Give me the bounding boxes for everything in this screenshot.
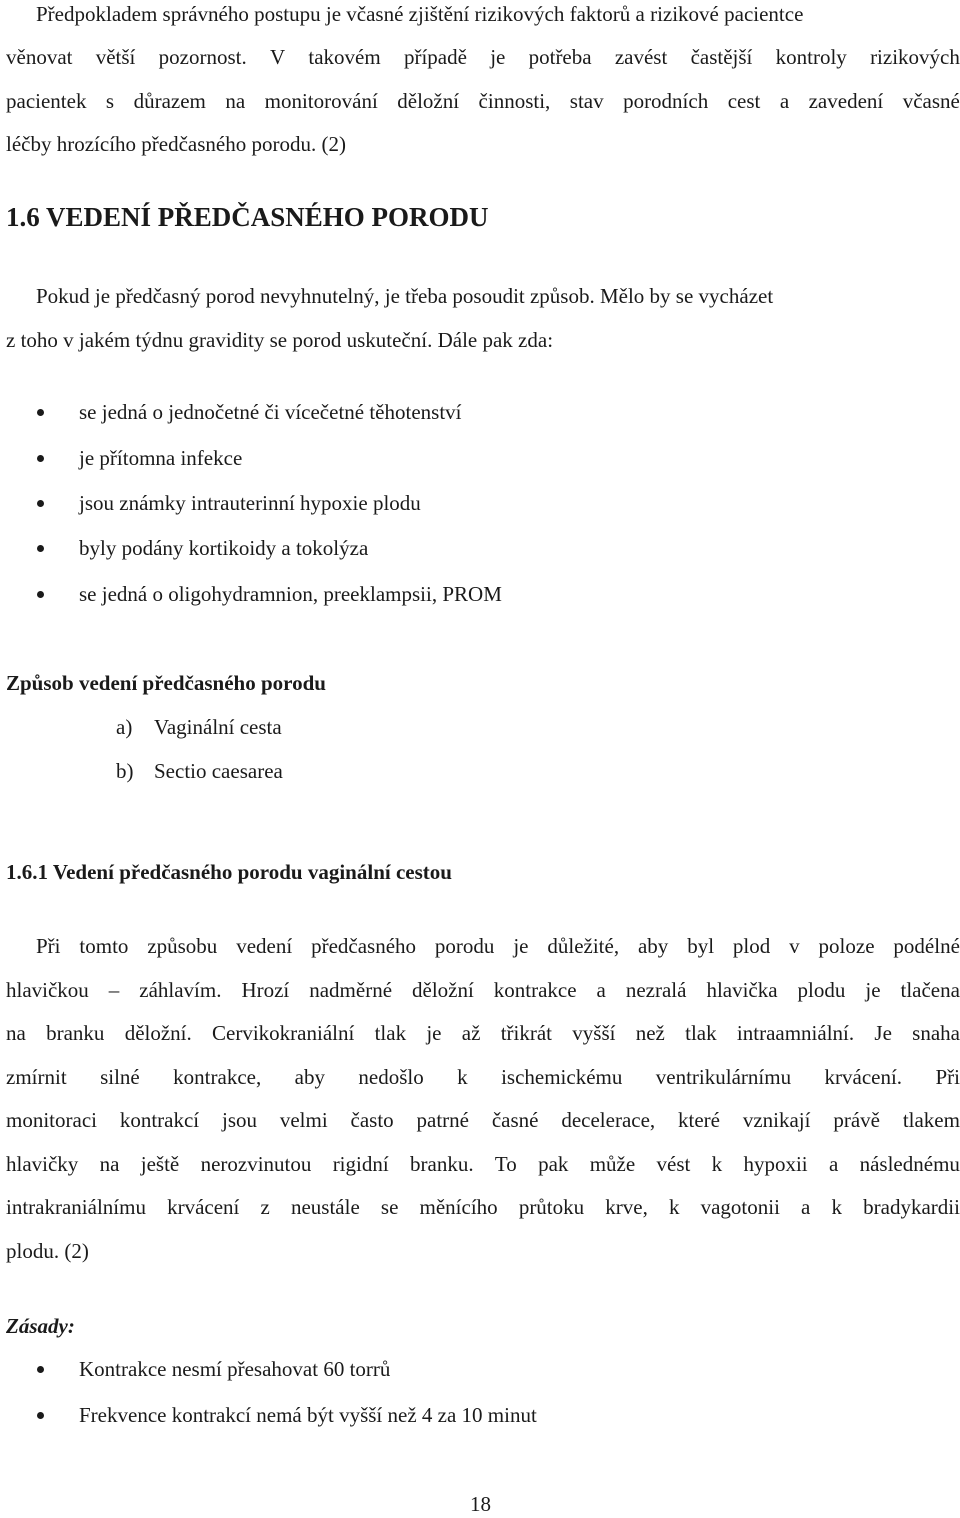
word: – bbox=[108, 978, 120, 1002]
method-text: Vaginální cesta bbox=[154, 715, 282, 739]
word: decelerace, bbox=[561, 1108, 656, 1132]
principle-item: Frekvence kontrakcí nemá být vyšší než 4 za 10 minut bbox=[79, 1403, 537, 1427]
word: porodu bbox=[434, 934, 495, 958]
word: děložní bbox=[397, 89, 460, 113]
intro-line-2 bbox=[6, 43, 960, 71]
word: následnému bbox=[859, 1152, 960, 1176]
word: případě bbox=[403, 45, 467, 69]
section-heading: 1.6 VEDENÍ PŘEDČASNÉHO PORODU bbox=[6, 202, 489, 232]
word: na bbox=[225, 89, 246, 113]
intro-line-1: Předpokladem správného postupu je včasné zjištění rizikových faktorů a rizikové pacientce bbox=[36, 2, 804, 26]
principle-item: Kontrakce nesmí přesahovat 60 torrů bbox=[79, 1357, 391, 1381]
section-paragraph-line-1: Pokud je předčasný porod nevyhnutelný, je třeba posoudit způsob. Mělo by se vycházet bbox=[36, 284, 774, 308]
bullet-icon bbox=[37, 591, 44, 598]
word: kontroly bbox=[775, 45, 847, 69]
word: tomto bbox=[79, 934, 129, 958]
word: potřeba bbox=[528, 45, 592, 69]
word: nerozvinutou bbox=[200, 1152, 312, 1176]
word: průtoku bbox=[518, 1195, 585, 1219]
word: aby bbox=[637, 934, 669, 958]
word: hlavičky bbox=[6, 1152, 79, 1176]
subsection-paragraph-line-7 bbox=[6, 1193, 960, 1221]
subsection-paragraph-line-6 bbox=[6, 1150, 960, 1178]
word: často bbox=[350, 1108, 394, 1132]
word: nezralá bbox=[625, 978, 687, 1002]
word: kontrakce, bbox=[173, 1065, 262, 1089]
word: bradykardii bbox=[863, 1195, 960, 1219]
bullet-item: je přítomna infekce bbox=[79, 446, 243, 470]
word: a bbox=[801, 1195, 811, 1219]
word: plodu bbox=[797, 978, 846, 1002]
bullet-icon bbox=[37, 545, 44, 552]
section-paragraph-line-2: z toho v jakém týdnu gravidity se porod uskuteční. Dále pak zda: bbox=[6, 328, 554, 352]
word: k bbox=[711, 1152, 723, 1176]
word: třikrát bbox=[500, 1021, 552, 1045]
word: plod bbox=[732, 934, 771, 958]
word: branku bbox=[46, 1021, 105, 1045]
word: vyšší bbox=[572, 1021, 616, 1045]
word: nedošlo bbox=[358, 1065, 424, 1089]
word: hlavičkou bbox=[6, 978, 89, 1002]
word: důrazem bbox=[133, 89, 206, 113]
word: činnosti, bbox=[478, 89, 551, 113]
word: neustále bbox=[290, 1195, 360, 1219]
word: z bbox=[260, 1195, 270, 1219]
word: je bbox=[865, 978, 881, 1002]
word: je bbox=[426, 1021, 442, 1045]
word: s bbox=[105, 89, 115, 113]
word: ještě bbox=[140, 1152, 180, 1176]
word: patrné bbox=[416, 1108, 469, 1132]
bullet-icon bbox=[37, 500, 44, 507]
word: Je bbox=[874, 1021, 892, 1045]
word: na bbox=[99, 1152, 120, 1176]
word: zmírnit bbox=[6, 1065, 67, 1089]
word: a bbox=[828, 1152, 839, 1176]
word: k bbox=[457, 1065, 468, 1089]
word: na bbox=[6, 1021, 26, 1045]
subsection-paragraph-line-3 bbox=[6, 1019, 960, 1047]
word: hlavička bbox=[706, 978, 778, 1002]
principles-heading: Zásady: bbox=[6, 1314, 75, 1338]
word: aby bbox=[294, 1065, 325, 1089]
word: byl bbox=[687, 934, 715, 958]
bullet-icon bbox=[37, 1412, 44, 1419]
word: nadměrné bbox=[309, 978, 393, 1002]
word: krvácení bbox=[167, 1195, 240, 1219]
bullet-item: jsou známky intrauterinní hypoxie plodu bbox=[79, 491, 421, 515]
word: stav bbox=[569, 89, 604, 113]
word: poloze bbox=[818, 934, 875, 958]
word: pacientek bbox=[6, 89, 87, 113]
word: Cervikokraniální bbox=[212, 1021, 355, 1045]
bullet-icon bbox=[37, 409, 44, 416]
word: tlakem bbox=[902, 1108, 960, 1132]
word: silné bbox=[100, 1065, 140, 1089]
word: velmi bbox=[279, 1108, 328, 1132]
bullet-icon bbox=[37, 455, 44, 462]
bullet-icon bbox=[37, 1366, 44, 1373]
word: je bbox=[490, 45, 506, 69]
word: ischemickému bbox=[501, 1065, 623, 1089]
word: děložní bbox=[412, 978, 474, 1002]
word: snaha bbox=[912, 1021, 960, 1045]
page-number: 18 bbox=[470, 1492, 491, 1516]
word: větší bbox=[95, 45, 136, 69]
word: zavedení bbox=[808, 89, 884, 113]
word: až bbox=[461, 1021, 481, 1045]
word: Při bbox=[935, 1065, 960, 1089]
word: ventrikulárnímu bbox=[655, 1065, 792, 1089]
word: tlačena bbox=[900, 978, 960, 1002]
word: branku. bbox=[410, 1152, 474, 1176]
word: vést bbox=[656, 1152, 691, 1176]
word: pak bbox=[538, 1152, 569, 1176]
intro-line-4: léčby hrozícího předčasného porodu. (2) bbox=[6, 132, 346, 156]
word: rizikových bbox=[870, 45, 960, 69]
word: intrakraniálnímu bbox=[6, 1195, 146, 1219]
word: porodních bbox=[623, 89, 709, 113]
word: podélné bbox=[893, 934, 960, 958]
word: k bbox=[831, 1195, 842, 1219]
word: zavést bbox=[614, 45, 668, 69]
word: tlak bbox=[685, 1021, 717, 1045]
bullet-item: se jedná o jednočetné či vícečetné těhotenství bbox=[79, 400, 462, 424]
subsection-heading: 1.6.1 Vedení předčasného porodu vaginální cestou bbox=[6, 860, 452, 884]
word: je bbox=[513, 934, 529, 958]
word: monitoraci bbox=[6, 1108, 97, 1132]
word: cest bbox=[727, 89, 761, 113]
word: věnovat bbox=[6, 45, 73, 69]
word: způsobu bbox=[147, 934, 218, 958]
word: rigidní bbox=[332, 1152, 389, 1176]
word: vznikají bbox=[742, 1108, 811, 1132]
word: krvácení. bbox=[824, 1065, 903, 1089]
method-text: Sectio caesarea bbox=[154, 759, 283, 783]
word: tlak bbox=[374, 1021, 407, 1045]
word: takovém bbox=[308, 45, 381, 69]
intro-line-3 bbox=[6, 87, 960, 115]
method-label: b) bbox=[116, 759, 134, 783]
word: Při bbox=[36, 934, 61, 958]
word: častější bbox=[690, 45, 753, 69]
word: Hrozí bbox=[241, 978, 290, 1002]
word: časné bbox=[491, 1108, 539, 1132]
word: a bbox=[779, 89, 790, 113]
word: děložní. bbox=[124, 1021, 192, 1045]
word: se bbox=[380, 1195, 399, 1219]
word: důležité, bbox=[547, 934, 620, 958]
bullet-item: se jedná o oligohydramnion, preeklampsii, PROM bbox=[79, 582, 502, 606]
word: pozornost. bbox=[158, 45, 247, 69]
word: vagotonii bbox=[700, 1195, 780, 1219]
word: včasné bbox=[902, 89, 960, 113]
word: předčasného bbox=[311, 934, 417, 958]
subsection-paragraph-line-5 bbox=[6, 1106, 960, 1134]
word: měnícího bbox=[419, 1195, 498, 1219]
word: hypoxii bbox=[743, 1152, 808, 1176]
word: monitorování bbox=[264, 89, 378, 113]
word: To bbox=[494, 1152, 517, 1176]
word: záhlavím. bbox=[139, 978, 222, 1002]
subsection-paragraph-line-1 bbox=[36, 932, 960, 960]
word: intraamniální. bbox=[736, 1021, 855, 1045]
word: než bbox=[635, 1021, 665, 1045]
word: v bbox=[789, 934, 800, 958]
word: jsou bbox=[221, 1108, 257, 1132]
word: V bbox=[269, 45, 286, 69]
bullet-item: byly podány kortikoidy a tokolýza bbox=[79, 536, 369, 560]
word: a bbox=[596, 978, 606, 1002]
subsection-paragraph-line-4 bbox=[6, 1063, 960, 1091]
word: vedení bbox=[236, 934, 293, 958]
word: kontrakcí bbox=[119, 1108, 200, 1132]
word: může bbox=[589, 1152, 636, 1176]
subsection-paragraph-line-8: plodu. (2) bbox=[6, 1239, 89, 1263]
word: které bbox=[678, 1108, 720, 1132]
subsection-paragraph-line-2 bbox=[6, 976, 960, 1004]
word: krve, bbox=[605, 1195, 648, 1219]
word: kontrakce bbox=[493, 978, 577, 1002]
word: k bbox=[668, 1195, 680, 1219]
method-label: a) bbox=[116, 715, 133, 739]
word: právě bbox=[833, 1108, 880, 1132]
method-heading: Způsob vedení předčasného porodu bbox=[6, 671, 326, 695]
